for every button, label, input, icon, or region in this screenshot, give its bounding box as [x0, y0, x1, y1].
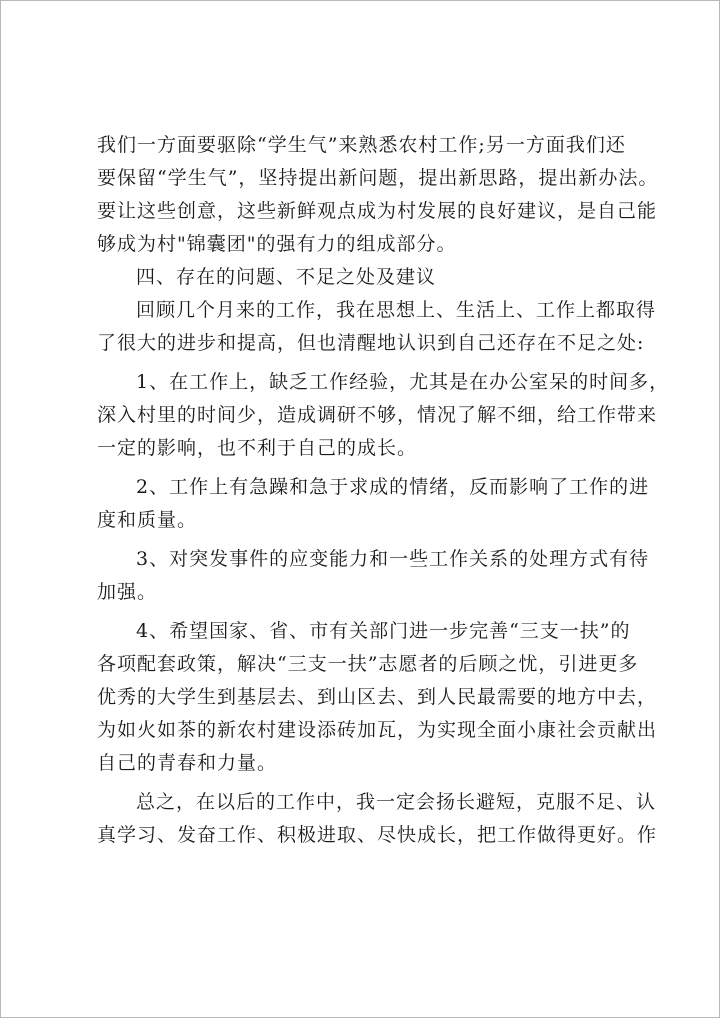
paragraph-continuation [97, 129, 697, 261]
text-line: 一定的影响，也不利于自己的成长。 [97, 437, 418, 459]
text-line: 深入村里的时间少，造成调研不够，情况了解不细，给工作带来 [97, 404, 658, 426]
text-line: 优秀的大学生到基层去、到山区去、到人民最需要的地方中去， [97, 686, 658, 708]
text-line: 够成为村"锦囊团"的强有力的组成部分。 [97, 233, 457, 255]
text-line: 度和质量。 [97, 509, 198, 531]
text-line: 自己的青春和力量。 [97, 752, 278, 774]
text-line: 3、对突发事件的应变能力和一些工作关系的处理方式有待 [136, 548, 650, 570]
list-item-1 [97, 366, 697, 465]
text-line: 回顾几个月来的工作，我在思想上、生活上、工作上都取得 [136, 299, 657, 321]
text-line: 为如火如茶的新农村建设添砖加瓦，为实现全面小康社会贡献出 [97, 719, 658, 741]
text-line: 了很大的进步和提高，但也清醒地认识到自己还存在不足之处: [97, 332, 645, 354]
text-line: 4、希望国家、省、市有关部门进一步完善“三支一扶”的 [136, 620, 631, 642]
heading-text: 四、存在的问题、不足之处及建议 [136, 266, 437, 288]
list-item-3 [97, 543, 697, 609]
section-heading [97, 261, 697, 294]
text-line: 真学习、发奋工作、积极进取、尽快成长，把工作做得更好。作 [97, 824, 658, 846]
text-line: 各项配套政策，解决“三支一扶”志愿者的后顾之忧，引进更多 [97, 653, 639, 675]
document-body [97, 129, 697, 852]
text-line: 要保留“学生气”，坚持提出新问题，提出新思路，提出新办法。 [97, 167, 659, 189]
text-line: 1、在工作上，缺乏工作经验，尤其是在办公室呆的时间多， [136, 371, 670, 393]
text-line: 要让这些创意，这些新鲜观点成为村发展的良好建议，是自己能 [97, 200, 658, 222]
text-line: 总之，在以后的工作中，我一定会扬长避短，克服不足、认 [136, 791, 657, 813]
list-item-4 [97, 615, 697, 780]
text-line: 加强。 [97, 581, 158, 603]
text-line: 2、工作上有急躁和急于求成的情绪，反而影响了工作的进 [136, 476, 650, 498]
list-item-2 [97, 471, 697, 537]
paragraph-review [97, 294, 697, 360]
text-line: 我们一方面要驱除“学生气”来熟悉农村工作;另一方面我们还 [97, 134, 626, 156]
paragraph-summary [97, 786, 697, 852]
